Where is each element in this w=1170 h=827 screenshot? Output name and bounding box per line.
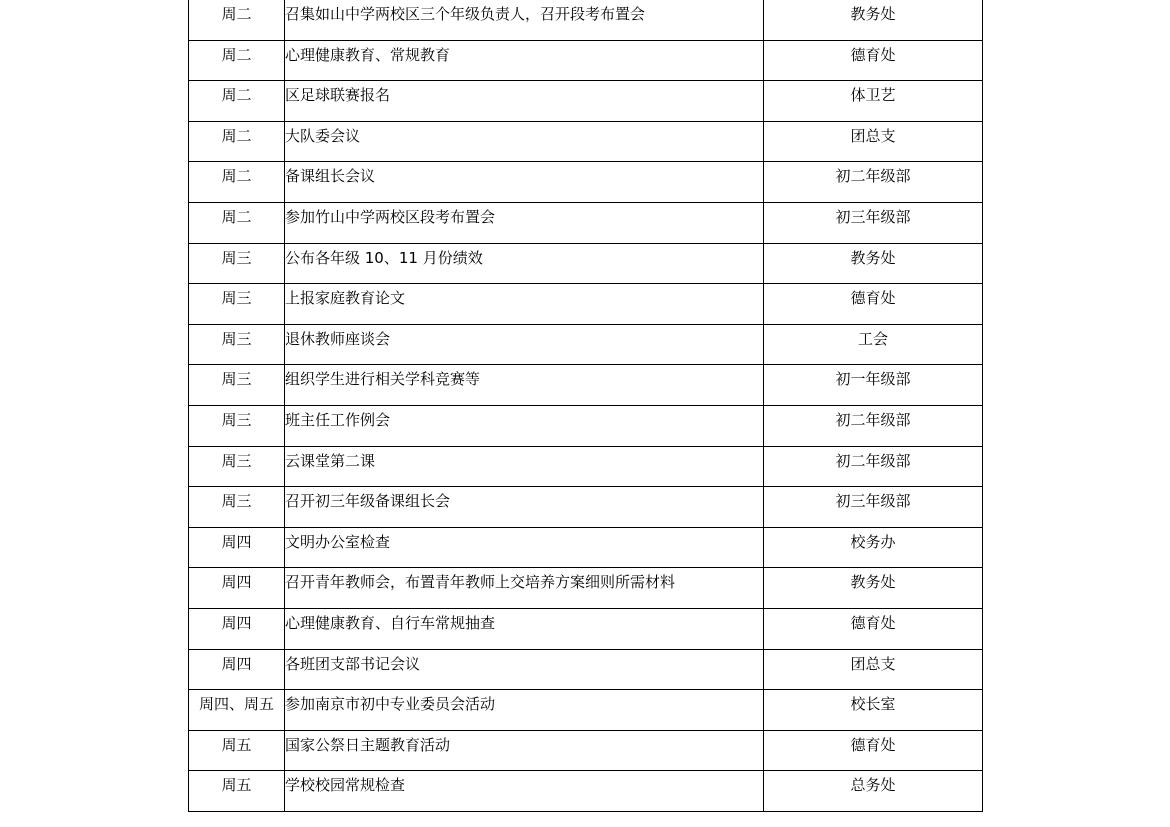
department-cell: 初二年级部 bbox=[764, 405, 983, 446]
task-cell: 召集如山中学两校区三个年级负责人，召开段考布置会 bbox=[285, 0, 764, 40]
task-cell: 心理健康教育、自行车常规抽查 bbox=[285, 608, 764, 649]
department-cell: 德育处 bbox=[764, 40, 983, 81]
day-cell: 周二 bbox=[189, 40, 285, 81]
day-cell: 周三 bbox=[189, 365, 285, 406]
department-cell: 团总支 bbox=[764, 649, 983, 690]
table-row bbox=[189, 446, 983, 487]
table-row bbox=[189, 0, 983, 40]
task-cell: 区足球联赛报名 bbox=[285, 81, 764, 122]
department-cell: 教务处 bbox=[764, 243, 983, 284]
task-cell: 参加竹山中学两校区段考布置会 bbox=[285, 202, 764, 243]
table-row bbox=[189, 568, 983, 609]
department-cell: 教务处 bbox=[764, 568, 983, 609]
day-cell: 周三 bbox=[189, 446, 285, 487]
table-row bbox=[189, 771, 983, 812]
day-cell: 周三 bbox=[189, 284, 285, 325]
task-cell: 上报家庭教育论文 bbox=[285, 284, 764, 325]
day-cell: 周三 bbox=[189, 324, 285, 365]
department-cell: 德育处 bbox=[764, 608, 983, 649]
department-cell: 教务处 bbox=[764, 0, 983, 40]
task-cell: 心理健康教育、常规教育 bbox=[285, 40, 764, 81]
table-row bbox=[189, 40, 983, 81]
department-cell: 初一年级部 bbox=[764, 365, 983, 406]
task-cell: 文明办公室检查 bbox=[285, 527, 764, 568]
day-cell: 周四 bbox=[189, 568, 285, 609]
day-cell: 周二 bbox=[189, 0, 285, 40]
day-cell: 周四 bbox=[189, 527, 285, 568]
department-cell: 校长室 bbox=[764, 690, 983, 731]
table-row bbox=[189, 324, 983, 365]
day-cell: 周五 bbox=[189, 771, 285, 812]
table-row bbox=[189, 162, 983, 203]
table-row bbox=[189, 121, 983, 162]
task-cell: 召开初三年级备课组长会 bbox=[285, 487, 764, 528]
table-row bbox=[189, 649, 983, 690]
task-cell: 学校校园常规检查 bbox=[285, 771, 764, 812]
department-cell: 总务处 bbox=[764, 771, 983, 812]
department-cell: 初二年级部 bbox=[764, 162, 983, 203]
day-cell: 周三 bbox=[189, 405, 285, 446]
table-row bbox=[189, 81, 983, 122]
day-cell: 周二 bbox=[189, 81, 285, 122]
task-cell: 国家公祭日主题教育活动 bbox=[285, 730, 764, 771]
department-cell: 校务办 bbox=[764, 527, 983, 568]
task-cell: 各班团支部书记会议 bbox=[285, 649, 764, 690]
day-cell: 周二 bbox=[189, 162, 285, 203]
department-cell: 工会 bbox=[764, 324, 983, 365]
table-row bbox=[189, 202, 983, 243]
table-row bbox=[189, 608, 983, 649]
task-cell: 组织学生进行相关学科竞赛等 bbox=[285, 365, 764, 406]
table-row bbox=[189, 365, 983, 406]
task-cell: 班主任工作例会 bbox=[285, 405, 764, 446]
task-cell: 公布各年级 10、11 月份绩效 bbox=[285, 243, 764, 284]
day-cell: 周四、周五 bbox=[189, 690, 285, 731]
department-cell: 初三年级部 bbox=[764, 487, 983, 528]
day-cell: 周五 bbox=[189, 730, 285, 771]
department-cell: 德育处 bbox=[764, 730, 983, 771]
day-cell: 周二 bbox=[189, 121, 285, 162]
department-cell: 德育处 bbox=[764, 284, 983, 325]
table-row bbox=[189, 527, 983, 568]
task-cell: 参加南京市初中专业委员会活动 bbox=[285, 690, 764, 731]
task-cell: 召开青年教师会，布置青年教师上交培养方案细则所需材料 bbox=[285, 568, 764, 609]
schedule-table-body bbox=[189, 0, 983, 811]
table-row bbox=[189, 284, 983, 325]
task-cell: 云课堂第二课 bbox=[285, 446, 764, 487]
task-cell: 大队委会议 bbox=[285, 121, 764, 162]
day-cell: 周三 bbox=[189, 243, 285, 284]
department-cell: 团总支 bbox=[764, 121, 983, 162]
table-row bbox=[189, 243, 983, 284]
day-cell: 周四 bbox=[189, 649, 285, 690]
department-cell: 初三年级部 bbox=[764, 202, 983, 243]
table-row bbox=[189, 690, 983, 731]
department-cell: 体卫艺 bbox=[764, 81, 983, 122]
day-cell: 周四 bbox=[189, 608, 285, 649]
day-cell: 周二 bbox=[189, 202, 285, 243]
task-cell: 备课组长会议 bbox=[285, 162, 764, 203]
table-row bbox=[189, 487, 983, 528]
department-cell: 初二年级部 bbox=[764, 446, 983, 487]
day-cell: 周三 bbox=[189, 487, 285, 528]
task-cell: 退休教师座谈会 bbox=[285, 324, 764, 365]
schedule-table bbox=[188, 0, 983, 812]
table-row bbox=[189, 730, 983, 771]
table-row bbox=[189, 405, 983, 446]
